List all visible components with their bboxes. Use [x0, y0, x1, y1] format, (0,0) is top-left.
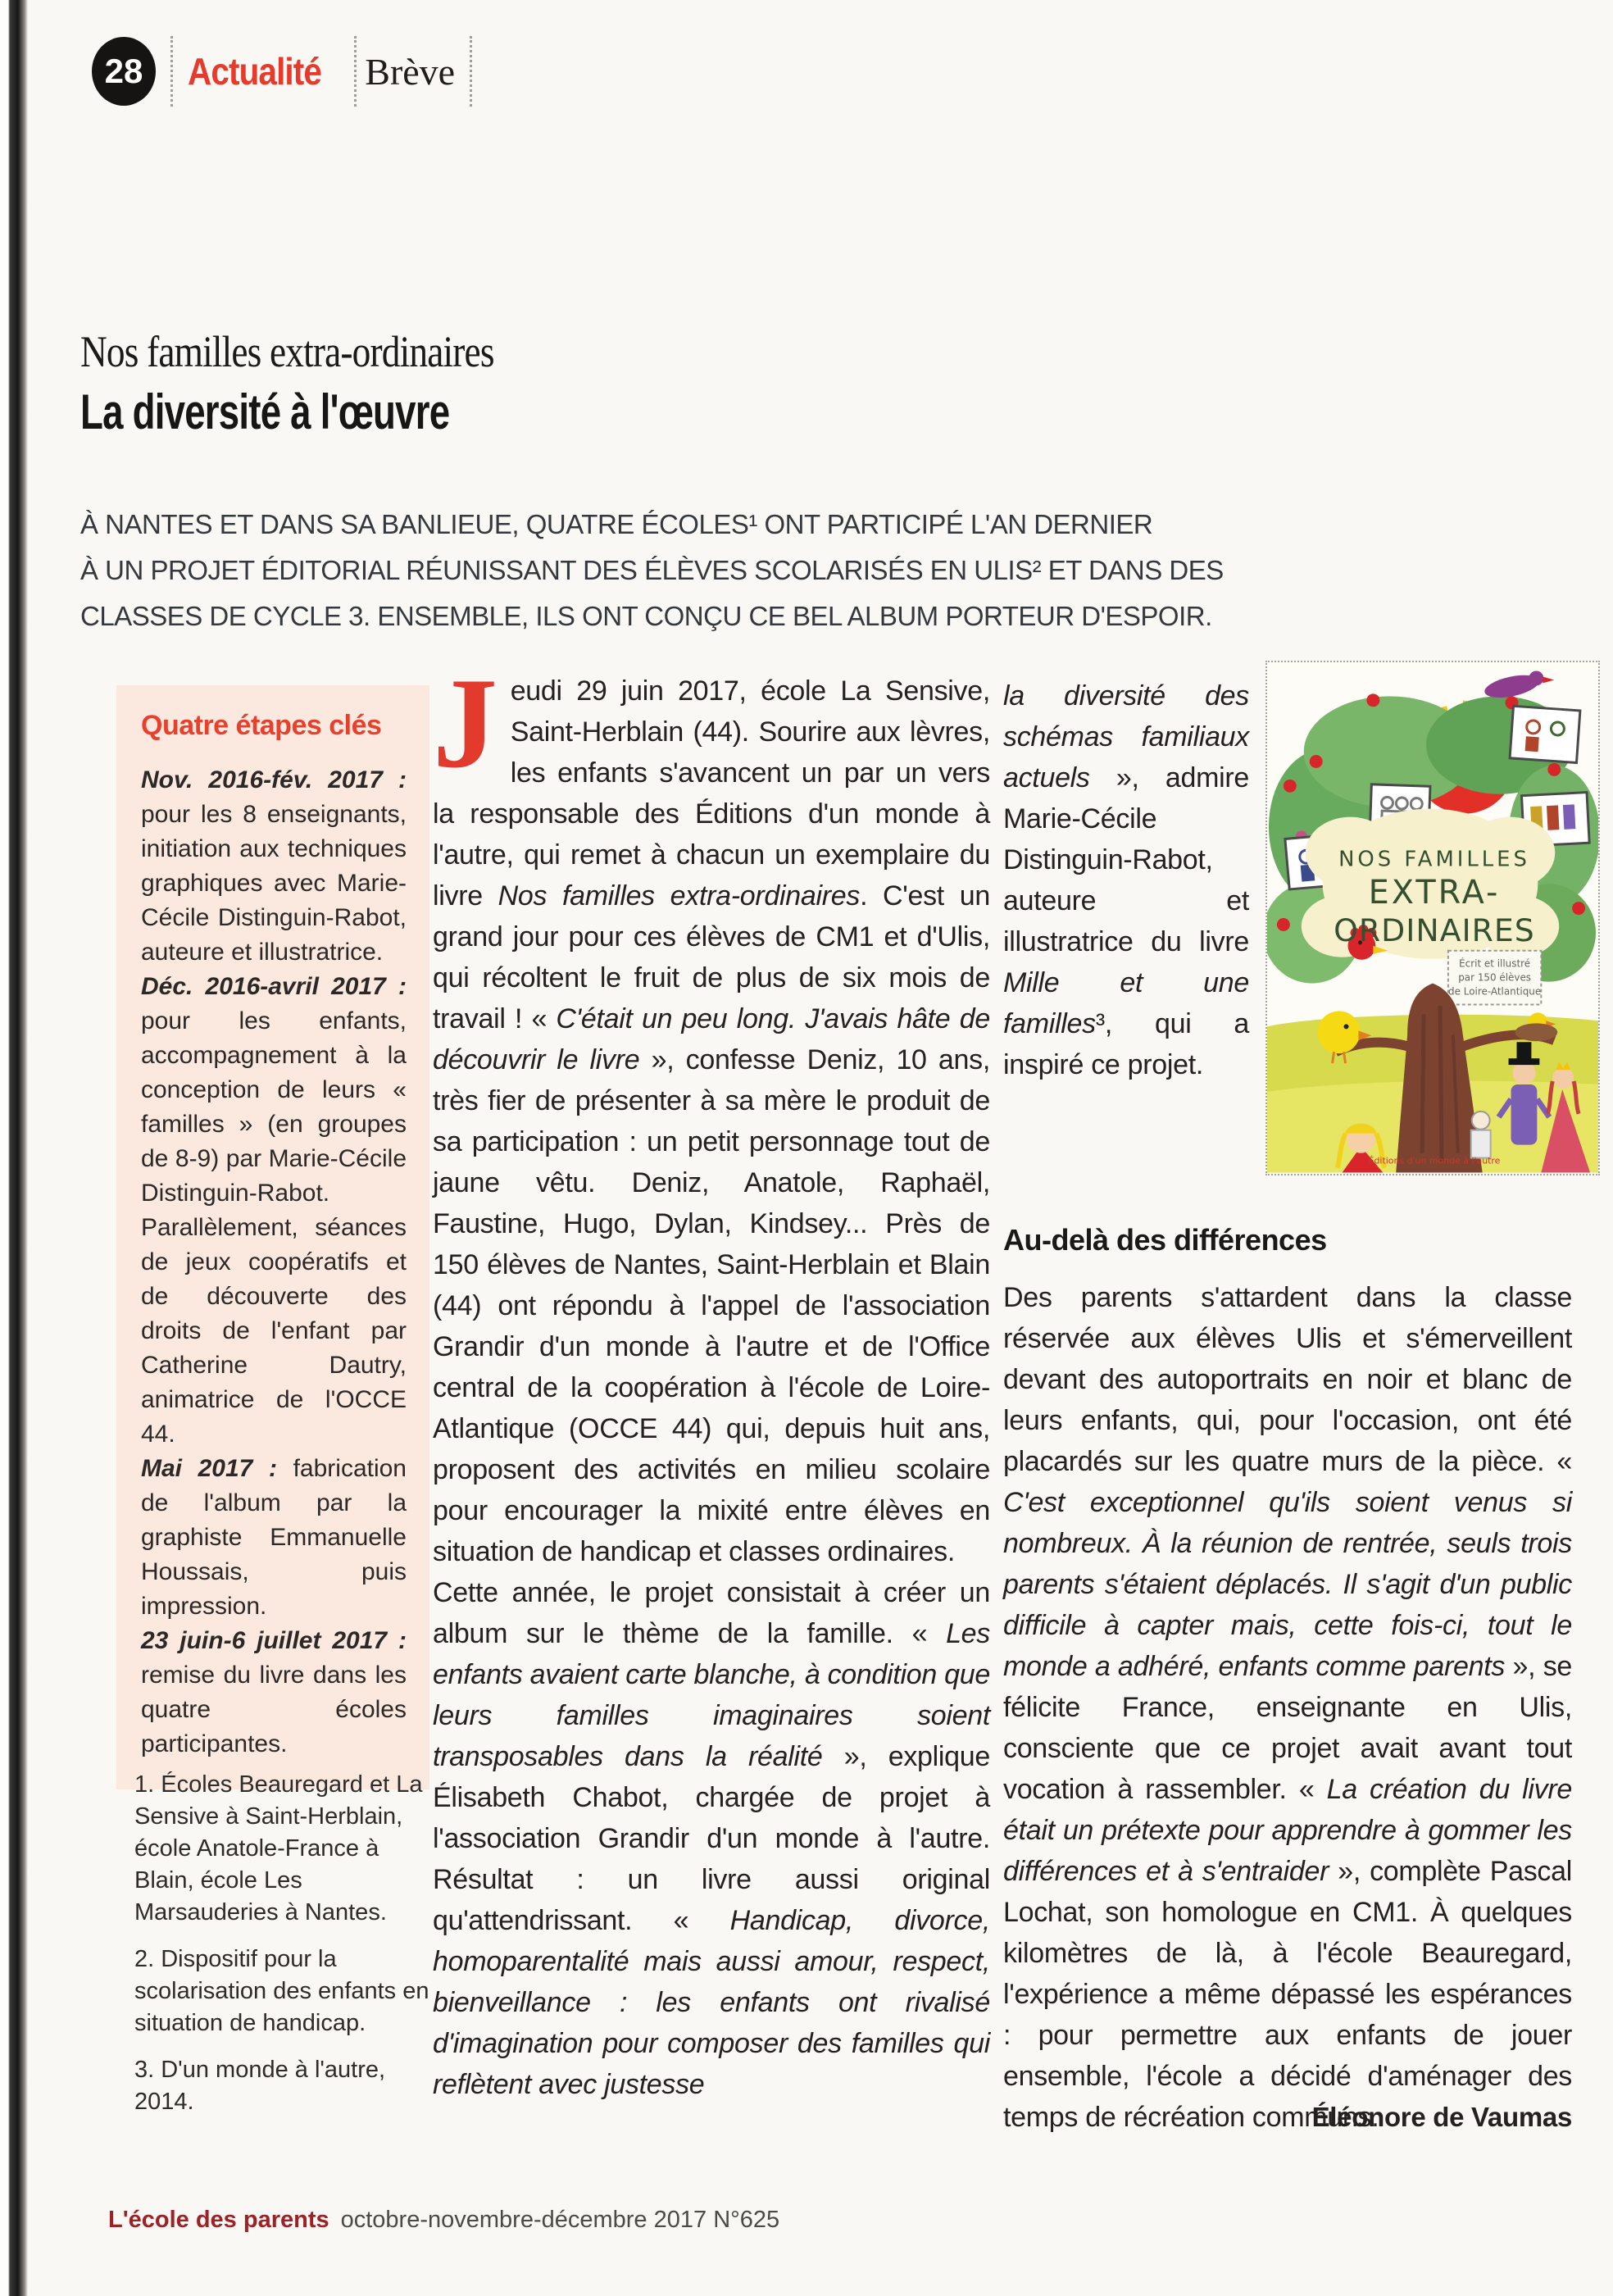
stage-text: fabrication de l'album par la graphiste Emmanuelle Houssais, puis impression.	[141, 1455, 407, 1620]
footnote: 3. D'un monde à l'autre, 2014.	[134, 2057, 386, 2115]
page-footer	[108, 2207, 779, 2234]
section-label: Actualité	[188, 50, 322, 93]
stage-text: pour les enfants, accompagnement à la conception de leurs « familles » (en groupes de 8-9) par Marie-Cécile Distinguin-Rabot. Parallèlement, séances de jeux coopératifs et de découverte des droits de l'enfant par Catherine Dautry, animatrice de l'OCCE 44.	[141, 1007, 407, 1448]
page-number: 28	[104, 52, 143, 90]
standfirst-line: À NANTES ET DANS SA BANLIEUE, QUATRE ÉCOLES¹ ONT PARTICIPÉ L'AN DERNIER	[80, 509, 1153, 539]
article-column-2	[1003, 1277, 1572, 2138]
cover-sign	[1448, 951, 1541, 1005]
article-subhead: Au-delà des différences	[1003, 1223, 1327, 1257]
cover-publisher: Éditions d'un monde à l'autre	[1368, 1155, 1501, 1166]
stage-text: pour les 8 enseignants, initiation aux techniques graphiques avec Marie-Cécile Distinguin-Rabot, auteure et illustratrice.	[141, 801, 407, 966]
stage-date: Mai 2017 :	[141, 1455, 293, 1482]
cover-title-line2: EXTRA-	[1368, 874, 1501, 912]
article-standfirst	[80, 502, 1224, 639]
magazine-name: L'école des parents	[108, 2207, 329, 2233]
article-title: La diversité à l'œuvre	[80, 384, 450, 439]
sign-line3: de Loire-Atlantique	[1448, 985, 1542, 998]
paragraph	[433, 652, 990, 1572]
paragraph-text: eudi 29 juin 2017, école La Sensive, Saint-Herblain (44). Sourire aux lèvres, les enfants s'avancent un par un vers la responsable des Éditions d'un monde à l'autre, qui remet à chacun un exemplaire du livre Nos familles extra-ordinaires. C'est un grand jour pour ces élèves de CM1 et d'Ulis, qui récoltent le fruit de plus de six mois de travail ! « C'était un peu long. J'avais hâte de découvrir le livre », confesse Deniz, 10 ans, très fier de présenter à sa mère le produit de sa participation : un petit personnage tout de jaune vêtu. Deniz, Anatole, Raphaël, Faustine, Hugo, Dylan, Kindsey... Près de 150 élèves de Nantes, Saint-Herblain et Blain (44) ont répondu à l'appel de l'association Grandir d'un monde à l'autre et de l'Office central de la coopération à l'école de Loire-Atlantique (OCCE 44) qui, depuis huit ans, proposent des activités en milieu scolaire pour encourager la mixité entre élèves en situation de handicap et classes ordinaires.	[433, 675, 990, 1567]
paragraph	[433, 1572, 990, 2105]
sidebar-key-steps	[116, 685, 429, 1789]
sidebar-title: Quatre étapes clés	[141, 710, 382, 741]
page-header	[92, 34, 472, 108]
article-kicker: Nos familles extra-ordinaires	[80, 327, 494, 376]
header-divider	[470, 36, 472, 107]
book-cover	[1265, 661, 1600, 1175]
author-signature: Éléonore de Vaumas	[1311, 2102, 1572, 2132]
paragraph-text: la diversité des schémas familiaux actuels », admire Marie-Cécile Distinguin-Rabot, auteure et illustratrice du livre Mille et une familles³, qui a inspiré ce projet.	[1003, 680, 1249, 1080]
sidebar-stage	[141, 763, 407, 970]
header-divider	[354, 36, 357, 107]
paragraph-text: Des parents s'attardent dans la classe réservée aux élèves Ulis et s'émerveillent devant des autoportraits en noir et blanc de leurs enfants, qui, pour l'occasion, ont été placardés sur les quatre murs de la pièce. « C'est exceptionnel qu'ils soient venus si nombreux. À la réunion de rentrée, seuls trois parents s'étaient déplacés. Il s'agit d'un public difficile à capter mais, cette fois-ci, tout le monde a adhéré, enfants comme parents », se félicite France, enseignante en Ulis, consciente que ce projet avait avant tout vocation à rassembler. « La création du livre était un prétexte pour apprendre à gommer les différences et à s'entraider », complète Pascal Lochat, son homologue en CM1. À quelques kilomètres de là, à l'école Beauregard, l'expérience a même dépassé les espérances : pour permettre aux enfants de jouer ensemble, l'école a décidé d'aménager des temps de récréation communs.	[1003, 1282, 1573, 2133]
sign-line2: par 150 élèves	[1458, 971, 1532, 984]
stage-date: 23 juin-6 juillet 2017 :	[141, 1627, 407, 1654]
header-divider	[170, 36, 173, 107]
rubric-label: Brève	[365, 50, 456, 93]
sidebar-stage	[141, 970, 407, 1452]
stage-text: remise du livre dans les quatre écoles participantes.	[141, 1662, 407, 1757]
sidebar-stage	[141, 1624, 407, 1762]
sidebar-stage	[141, 1452, 407, 1624]
standfirst-line: À UN PROJET ÉDITORIAL RÉUNISSANT DES ÉLÈVES SCOLARISÉS EN ULIS² ET DANS DES	[80, 555, 1224, 585]
paragraph	[1003, 1277, 1572, 2138]
sign-line1: Écrit et illustré	[1459, 957, 1531, 970]
article-column-1	[433, 652, 990, 2105]
footnote: 2. Dispositif pour la scolarisation des enfants en situation de handicap.	[134, 1946, 429, 2036]
cover-title-line3: ORDINAIRES	[1334, 912, 1535, 948]
footnote: 1. Écoles Beauregard et La Sensive à Saint-Herblain, école Anatole-France à Blain, école Les Marsauderies à Nantes.	[134, 1771, 423, 1925]
dropcap-letter: J	[433, 652, 498, 795]
cover-title-line1: NOS FAMILLES	[1338, 847, 1530, 872]
book-cover-illustration	[1267, 662, 1598, 1174]
page-number-badge	[92, 37, 156, 106]
footnotes	[134, 1769, 436, 2133]
child-figure	[1471, 1112, 1491, 1158]
stage-date: Déc. 2016-avril 2017 :	[141, 973, 407, 1000]
standfirst-line: CLASSES DE CYCLE 3. ENSEMBLE, ILS ONT CONÇU CE BEL ALBUM PORTEUR D'ESPOIR.	[80, 601, 1212, 631]
scan-edge	[0, 0, 28, 2296]
paragraph-text: Cette année, le projet consistait à créer un album sur le thème de la famille. « Les enfants avaient carte blanche, à condition que leurs familles imaginaires soient transposables dans la réalité », explique Élisabeth Chabot, chargée de projet à l'association Grandir d'un monde à l'autre. Résultat : un livre aussi original qu'attendrissant. « Handicap, divorce, homoparentalité mais aussi amour, respect, bienveillance : les enfants ont rivalisé d'imagination pour composer des familles qui reflètent avec justesse	[433, 1577, 990, 2100]
stage-date: Nov. 2016-fév. 2017 :	[141, 766, 407, 793]
issue-info: octobre-novembre-décembre 2017 N°625	[340, 2207, 780, 2233]
article-column-2-top	[1003, 675, 1249, 1085]
